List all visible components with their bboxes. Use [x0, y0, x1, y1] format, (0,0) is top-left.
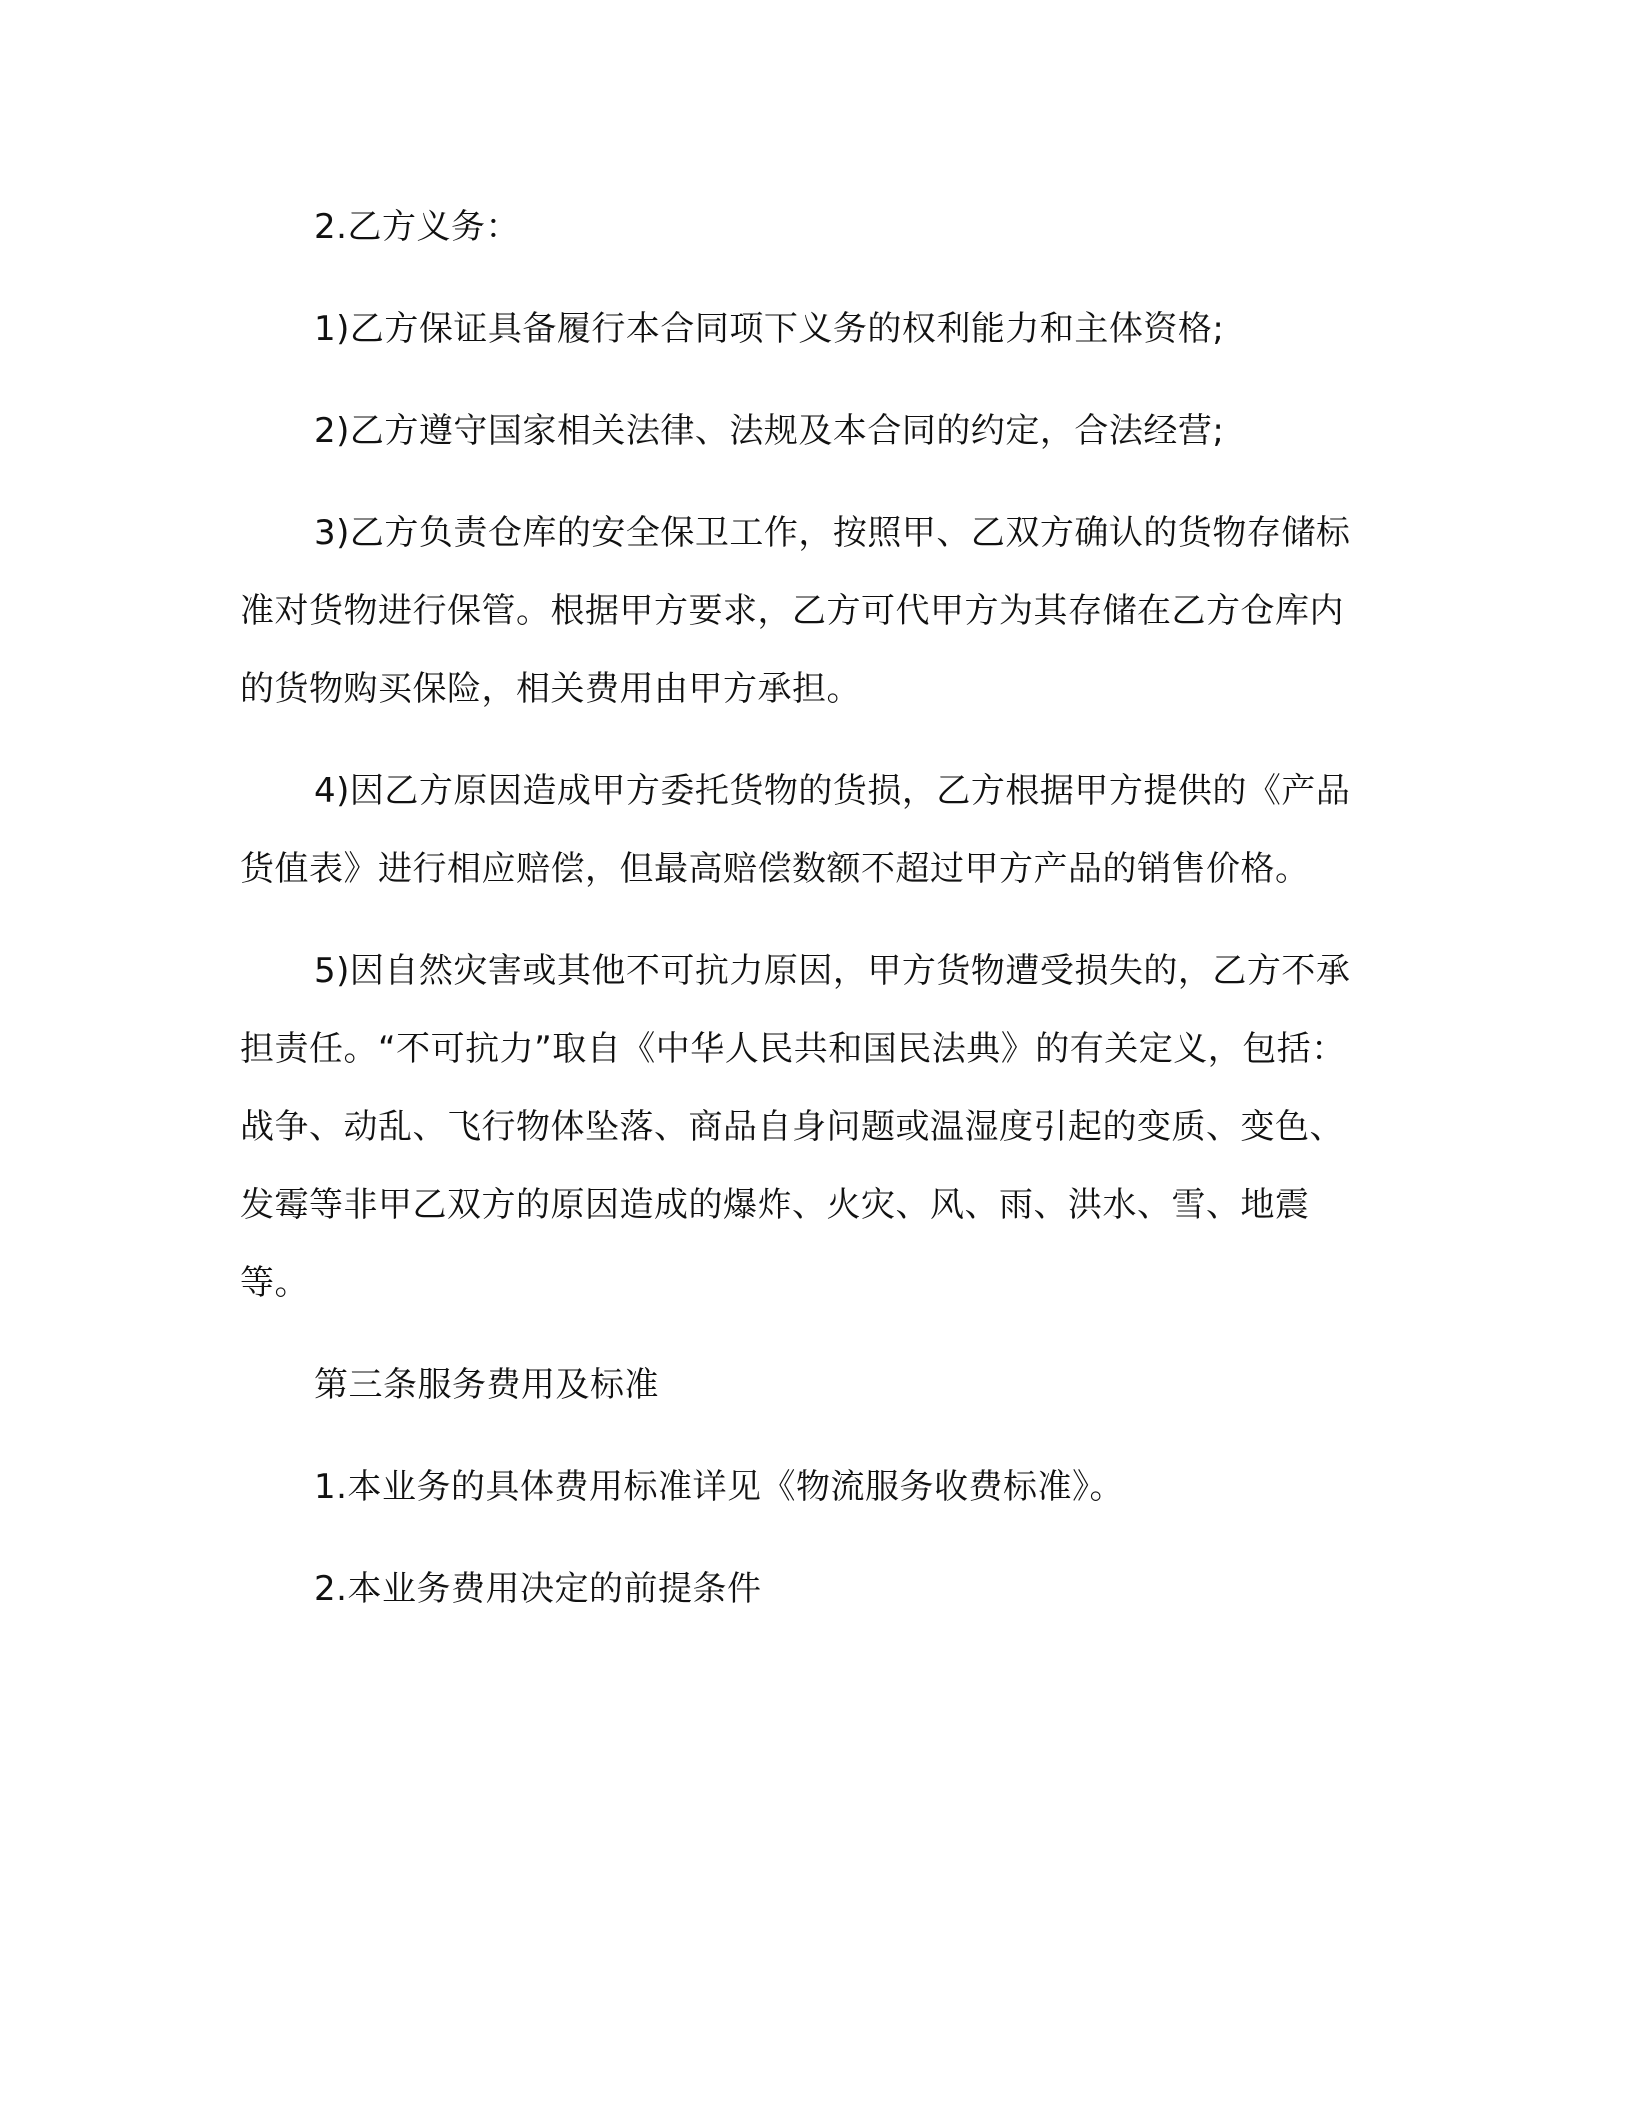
- section-heading-article-3: 第三条服务费用及标准: [314, 1365, 659, 1405]
- paragraph-spacer: [240, 1526, 1370, 1550]
- paragraph-spacer: [240, 470, 1370, 494]
- paragraph-spacer: [240, 908, 1370, 932]
- paragraph-spacer: [240, 266, 1370, 290]
- paragraph-obligation-2: 2)乙方遵守国家相关法律、法规及本合同的约定，合法经营;: [314, 411, 1225, 451]
- paragraph-spacer: [240, 1424, 1370, 1448]
- paragraph-obligation-1: 1)乙方保证具备履行本合同项下义务的权利能力和主体资格;: [314, 309, 1225, 349]
- paragraph-obligation-3: 3)乙方负责仓库的安全保卫工作，按照甲、乙双方确认的货物存储标准对货物进行保管。根据甲方要求，乙方可代甲方为其存储在乙方仓库内的货物购买保险，相关费用由甲方承担。: [240, 513, 1351, 709]
- paragraph-spacer: [240, 368, 1370, 392]
- paragraph-spacer: [240, 1322, 1370, 1346]
- document-body: [240, 188, 1370, 1628]
- paragraph-fee-standard-2: 2.本业务费用决定的前提条件: [314, 1569, 762, 1609]
- paragraph-party-b-obligations-heading: 2.乙方义务：: [314, 207, 520, 247]
- paragraph-obligation-4: 4)因乙方原因造成甲方委托货物的货损，乙方根据甲方提供的《产品货值表》进行相应赔偿，但最高赔偿数额不超过甲方产品的销售价格。: [240, 771, 1351, 889]
- paragraph-fee-standard-1: 1.本业务的具体费用标准详见《物流服务收费标准》。: [314, 1467, 1124, 1507]
- paragraph-spacer: [240, 728, 1370, 752]
- paragraph-obligation-5: 5)因自然灾害或其他不可抗力原因，甲方货物遭受损失的，乙方不承担责任。“不可抗力”取自《中华人民共和国民法典》的有关定义，包括：战争、动乱、飞行物体坠落、商品自身问题或温湿度引起的变质、变色、发霉等非甲乙双方的原因造成的爆炸、火灾、风、雨、洪水、雪、地震等。: [240, 951, 1351, 1303]
